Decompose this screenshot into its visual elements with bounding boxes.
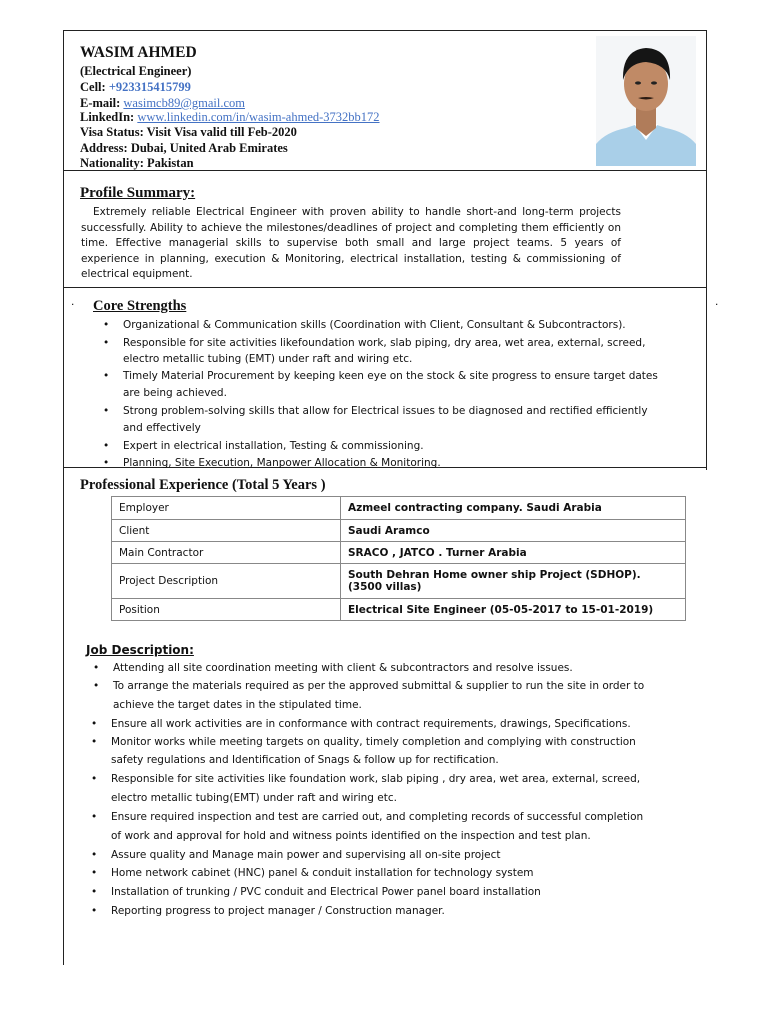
list-item: • Ensure all work activities are in conformance with contract requirements, drawings, Specifications.: [91, 718, 631, 730]
list-item: • Attending all site coordination meeting with client & subcontractors and resolve issues.: [93, 662, 573, 674]
list-item: • Responsible for site activities like foundation work, slab piping , dry area, wet area, external, screed, electro metallic tubing(EMT) under raft and wiring etc.: [91, 773, 641, 804]
table-cell-label: Employer: [112, 497, 341, 520]
table-row: [112, 497, 686, 520]
job-description-list: [91, 660, 648, 921]
email-label: E-mail:: [80, 96, 121, 110]
cell-value: +923315415799: [108, 80, 191, 94]
candidate-title: (Electrical Engineer): [80, 64, 192, 78]
list-item: • Expert in electrical installation, Testing & commissioning.: [103, 439, 424, 452]
stray-dot-left: .: [71, 294, 75, 308]
visa-status: Visa Status: Visit Visa valid till Feb-2020: [80, 125, 297, 139]
list-item: • Monitor works while meeting targets on quality, timely completion and complying with construction safety regulations and Identification of Snags & follow up for rectification.: [91, 736, 636, 766]
table-cell-label: Client: [112, 520, 341, 542]
table-cell-value: SRACO , JATCO . Turner Arabia: [341, 542, 686, 564]
address: Address: Dubai, United Arab Emirates: [80, 141, 288, 155]
table-row: [112, 599, 686, 621]
table-cell-label: Project Description: [112, 564, 341, 599]
profile-photo: [596, 36, 696, 166]
linkedin-link[interactable]: www.linkedin.com/in/wasim-ahmed-3732bb172: [137, 110, 380, 124]
linkedin-label: LinkedIn:: [80, 110, 135, 124]
profile-summary-heading: Profile Summary:: [80, 185, 196, 201]
list-item: • Organizational & Communication skills (Coordination with Client, Consultant & Subcontractors).: [103, 319, 626, 331]
table-cell-value: South Dehran Home owner ship Project (SDHOP). (3500 villas): [341, 564, 686, 599]
list-item: • Home network cabinet (HNC) panel & conduit installation for technology system: [91, 867, 534, 879]
table-cell-value: Azmeel contracting company. Saudi Arabia: [341, 497, 686, 520]
nationality: Nationality: Pakistan: [80, 156, 194, 170]
table-row: [112, 520, 686, 542]
cell-label: Cell:: [80, 80, 106, 94]
table-row: [112, 542, 686, 564]
professional-experience-heading: Professional Experience (Total 5 Years ): [80, 477, 326, 493]
cell-line: [80, 79, 191, 95]
experience-table: [111, 496, 686, 621]
list-item: • Assure quality and Manage main power and supervising all on-site project: [91, 849, 501, 861]
divider-profile: [63, 287, 707, 288]
top-border: [63, 30, 707, 31]
table-cell-label: Main Contractor: [112, 542, 341, 564]
list-item: • Reporting progress to project manager / Construction manager.: [91, 905, 445, 917]
profile-summary-text: Extremely reliable Electrical Engineer with proven ability to handle short-and long-term projects successfully. Ability to achieve the milestones/deadlines of project and completing them efficiently on time. Effective managerial skills to supervise both small and large project teams. 5 years of experience in planning, execution & Monitoring, electrical installation, testing & commissioning of electrical equipment.: [81, 206, 621, 280]
stray-dot-right: .: [715, 294, 719, 308]
email-link[interactable]: wasimcb89@gmail.com: [123, 96, 245, 110]
linkedin-line: [80, 109, 380, 125]
list-item: • Strong problem-solving skills that allow for Electrical issues to be diagnosed and rectified efficiently and effectively: [103, 404, 648, 434]
table-cell-label: Position: [112, 599, 341, 621]
table-cell-value: Electrical Site Engineer (05-05-2017 to 15-01-2019): [341, 599, 686, 621]
job-description-heading: Job Description:: [86, 643, 194, 657]
right-border: [706, 30, 707, 470]
list-item: • Responsible for site activities likefoundation work, slab piping, dry area, wet area, external, screed, electro metallic tubing (EMT) under raft and wiring etc.: [103, 336, 646, 365]
candidate-name: WASIM AHMED: [80, 44, 197, 61]
table-row: [112, 564, 686, 599]
core-strengths-heading: Core Strengths: [93, 298, 187, 314]
list-item: • Timely Material Procurement by keeping keen eye on the stock & site progress to ensure target dates are being achieved.: [103, 369, 658, 399]
table-cell-value: Saudi Aramco: [341, 520, 686, 542]
core-strengths-list: [103, 317, 663, 472]
list-item: • Ensure required inspection and test are carried out, and completing records of successful completion of work and approval for hold and witness points identified on the inspection and test plan.: [91, 811, 644, 842]
list-item: • Planning, Site Execution, Manpower Allocation & Monitoring.: [103, 457, 441, 469]
list-item: • To arrange the materials required as per the approved submittal & supplier to run the site in order to achieve the target dates in the stipulated time.: [93, 680, 645, 711]
list-item: • Installation of trunking / PVC conduit and Electrical Power panel board installation: [91, 886, 541, 898]
